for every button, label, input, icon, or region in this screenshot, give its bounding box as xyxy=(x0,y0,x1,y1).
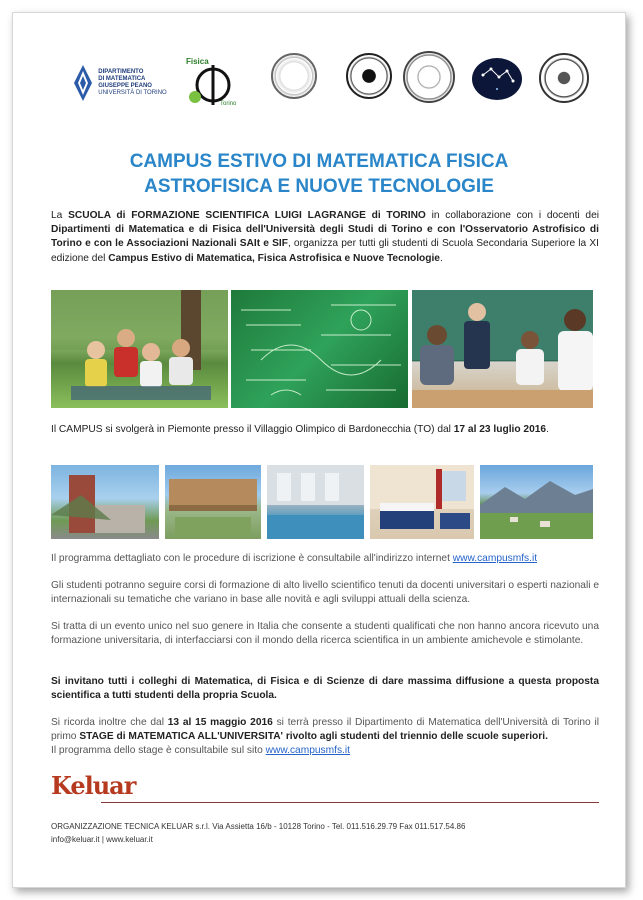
evento-paragraph: Si tratta di un evento unico nel suo genere in Italia che consente a studenti qualificati che non hanno ancora ricevuto una formazione universitaria, di interfacciarsi con il mondo della ricerca scientifica in un ambiente amichevole e stimolante. xyxy=(51,621,599,647)
bardonecchia-valley-photo xyxy=(480,465,593,539)
stage-text-1: Si ricorda inoltre che dal xyxy=(51,717,168,728)
olympic-village-building-photo xyxy=(51,465,159,539)
campus-dates: 17 al 23 luglio 2016 xyxy=(453,424,547,435)
intro-paragraph xyxy=(51,209,599,266)
campus-website-link[interactable]: www.campusmfs.it xyxy=(452,553,538,564)
students-park-photo xyxy=(51,290,228,408)
fisica-torino-logo xyxy=(186,55,238,107)
peano-diamond-icon xyxy=(74,65,92,101)
swimming-pool-photo xyxy=(267,465,364,539)
constellation-icon xyxy=(471,57,523,101)
stage-title: STAGE di MATEMATICA ALL'UNIVERSITA' rivolto agli studenti del triennio delle scuole superiori. xyxy=(79,731,548,743)
intro-campus-name: Campus Estivo di Matematica, Fisica Astrofisica e Nuove Tecnologie xyxy=(108,252,440,264)
stage-text-3: Il programma dello stage è consultabile sul sito xyxy=(51,745,266,757)
logos-row xyxy=(73,53,593,113)
dm-line-4: UNIVERSITÀ DI TORINO xyxy=(98,90,167,96)
lagrange-school-logo xyxy=(346,53,392,99)
dm-line-2: DI MATEMATICA xyxy=(98,76,146,82)
campus-text-2: . xyxy=(546,424,549,435)
astronomical-society-logo xyxy=(539,53,589,103)
dm-line-3: GIUSEPPE PEANO xyxy=(98,83,152,89)
programma-paragraph xyxy=(51,552,599,566)
stage-website-link[interactable]: www.campusmfs.it xyxy=(265,745,350,757)
corsi-paragraph: Gli studenti potranno seguire corsi di formazione di alto livello scientifico tenuti da docenti universitari o esperti nazionali e internazionali su tematiche che variano in base alle novità e agli sviluppi attuali della scienza. xyxy=(51,580,599,606)
village-courtyard-photo xyxy=(165,465,261,539)
university-seal-logo xyxy=(271,53,317,99)
intro-text-3: , organizza per tutti gli studenti di Scuola Secondaria Superiore la XI edizione del xyxy=(51,238,599,264)
flyer-page xyxy=(12,12,626,888)
hotel-room-photo xyxy=(370,465,474,539)
campus-paragraph xyxy=(51,423,599,437)
intro-text-1: La xyxy=(51,210,69,221)
dipartimento-matematica-logo xyxy=(73,59,168,107)
footer-divider xyxy=(101,802,599,803)
association-seal-logo xyxy=(403,51,455,103)
stage-text-2: si terrà presso il Dipartimento di Matematica dell'Università di Torino il primo xyxy=(51,717,599,743)
phi-icon xyxy=(186,55,238,107)
footer-contacts: info@keluar.it | www.keluar.it xyxy=(51,835,153,844)
footer-info xyxy=(51,820,611,846)
title-line-1: CAMPUS ESTIVO DI MATEMATICA FISICA xyxy=(129,151,509,172)
intro-text-4: . xyxy=(439,252,443,264)
title-line-2: ASTROFISICA E NUOVE TECNOLOGIE xyxy=(144,176,494,197)
invito-text: Si invitano tutti i colleghi di Matematica, di Fisica e di Scienze di dare massima diffusione a questa proposta scientifica a tutti studenti della propria Scuola. xyxy=(51,676,599,702)
programma-text: Il programma dettagliato con le procedure di iscrizione è consultabile all'indirizzo internet xyxy=(51,553,453,564)
stage-paragraph xyxy=(51,716,599,759)
intro-partners: Dipartimenti di Matematica e di Fisica dell'Università degli Studi di Torino e con l'Osservatorio Astrofisico di Torino e con le Associazioni Nazionali SAIt e SIF xyxy=(51,224,599,250)
campus-text-1: Il CAMPUS si svolgerà in Piemonte presso il Villaggio Olimpico di Bardonecchia (TO) dal xyxy=(51,424,454,435)
footer-address: ORGANIZZAZIONE TECNICA KELUAR s.r.l. Via Assietta 16/b - 10128 Torino - Tel. 011.516.29.79 Fax 011.517.54.86 xyxy=(51,822,466,831)
keluar-logo: Keluar xyxy=(51,771,136,800)
page-title xyxy=(13,149,625,199)
classroom-photo xyxy=(412,290,593,408)
invito-paragraph xyxy=(51,675,599,703)
intro-text-2: in collaborazione con i docenti dei xyxy=(425,210,599,221)
fisica-sub-label: Torino xyxy=(220,101,237,107)
observatory-logo xyxy=(471,57,523,101)
stage-dates: 13 al 15 maggio 2016 xyxy=(167,717,273,728)
intro-school-name: SCUOLA di FORMAZIONE SCIENTIFICA LUIGI LAGRANGE di TORINO xyxy=(68,210,426,221)
dm-line-1: DIPARTIMENTO xyxy=(98,69,144,75)
formulas-chalkboard-photo xyxy=(231,290,408,408)
fisica-label: Fisica xyxy=(186,57,209,66)
